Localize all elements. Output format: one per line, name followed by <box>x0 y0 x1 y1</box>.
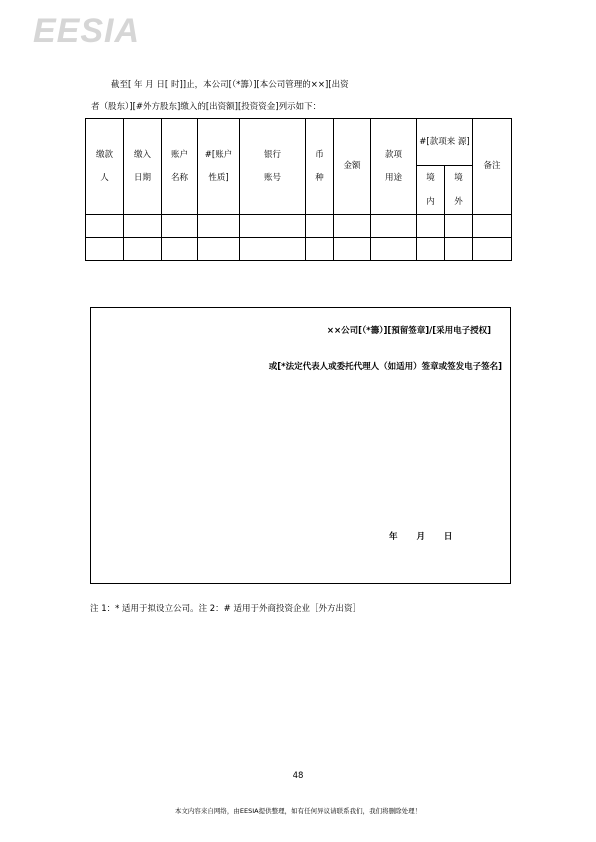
page-number: 48 <box>292 771 304 781</box>
contribution-table <box>85 118 512 261</box>
header-bank-account: 银行 账号 <box>240 119 306 215</box>
intro-line-2: 者（股东）][#外方股东]缴入的[出资额][投资资金]列示如下： <box>91 102 322 112</box>
company-seal-text: ××公司[（*籌）][預留签章]/[采用电子授权] <box>326 326 491 336</box>
eesia-logo: EESIA <box>33 12 141 50</box>
header-account-type: #[账户 性质] <box>198 119 240 215</box>
header-remark: 备注 <box>473 119 512 215</box>
table-row <box>86 215 512 238</box>
footnote: 注 1：* 适用于拟设立公司。注 2：# 适用于外商投资企业［外方出资］ <box>90 604 361 614</box>
header-amount: 金额 <box>334 119 371 215</box>
header-purpose: 款项 用途 <box>371 119 417 215</box>
header-currency: 币 种 <box>306 119 334 215</box>
signature-box <box>90 307 511 584</box>
signature-date: 年 月 日 <box>389 532 453 542</box>
header-source: #[款项来 源] <box>417 119 473 166</box>
header-source-foreign: 境 外 <box>445 166 473 215</box>
header-pay-date: 缴入 日期 <box>124 119 162 215</box>
intro-line-1: 截至[ 年 月 日[ 时]]止，本公司[（*籌）][本公司管理的××][出资 <box>111 80 349 90</box>
header-payer: 缴款 人 <box>86 119 124 215</box>
representative-signature-text: 或[*法定代表人或委托代理人（如适用）签章或签发电子签名] <box>268 362 502 372</box>
table-row <box>86 238 512 261</box>
header-source-domestic: 境 内 <box>417 166 445 215</box>
footer-disclaimer: 本文内容来自网络，由EESIA提供整理，如有任何异议请联系我们，我们将删除处理！ <box>174 807 422 815</box>
header-account-name: 账户 名称 <box>162 119 198 215</box>
